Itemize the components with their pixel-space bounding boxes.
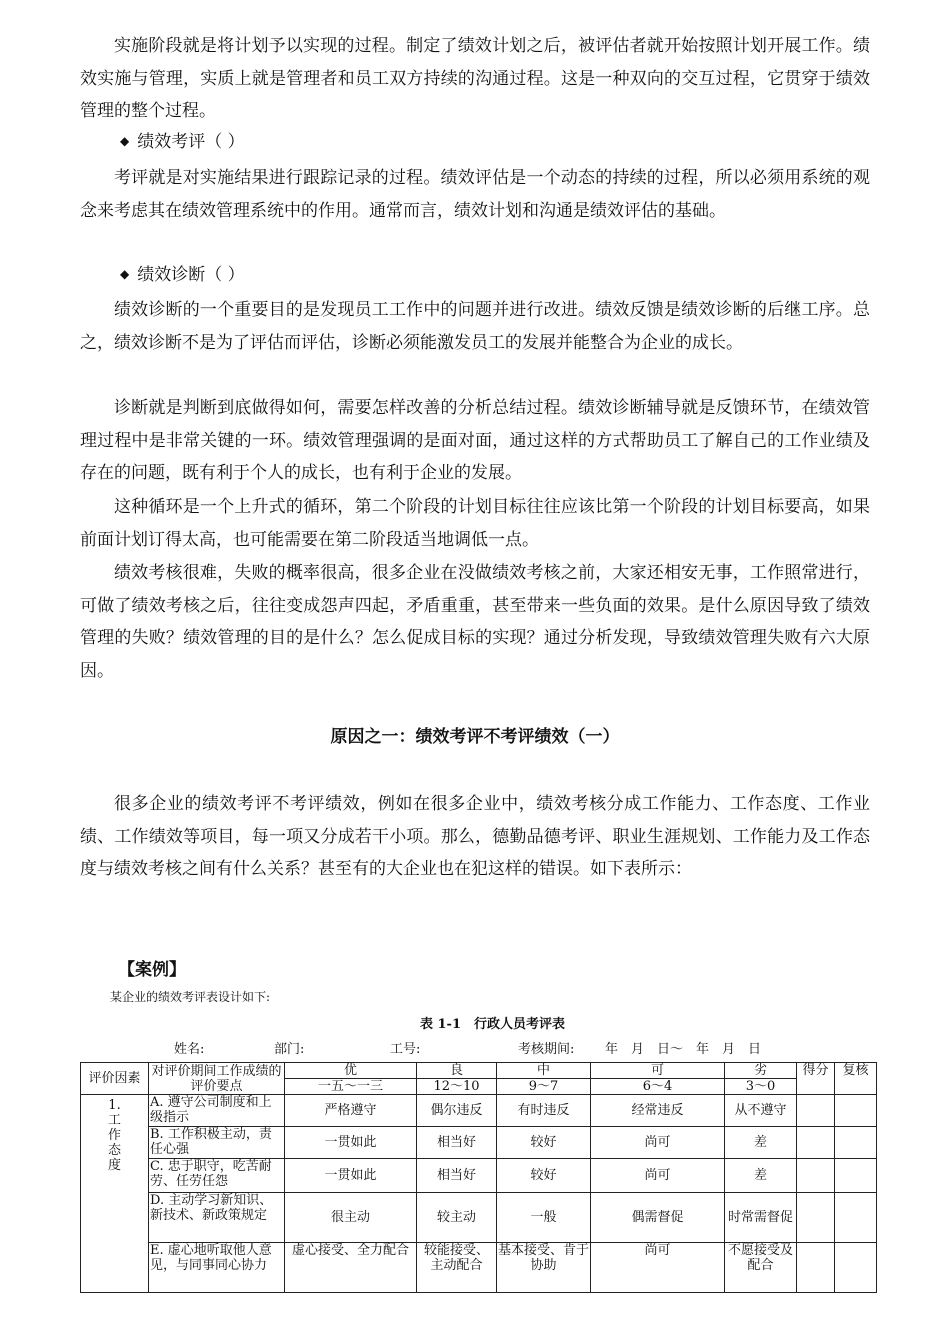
range-good: 12～10: [417, 1079, 497, 1095]
table-row: [81, 1243, 877, 1293]
range-fair: 6～4: [591, 1079, 725, 1095]
meta-period-label: 考核期间:: [518, 1042, 575, 1057]
grade-cell: 较能接受、主动配合: [417, 1243, 497, 1293]
paragraph-evaluation: 考评就是对实施结果进行跟踪记录的过程。绩效评估是一个动态的持续的过程，所以必须用系统的观念来考虑其在绩效管理系统中的作用。通常而言，绩效计划和沟通是绩效评估的基础。: [80, 168, 870, 221]
grade-cell: 差: [725, 1127, 797, 1159]
range-average: 9～7: [497, 1079, 591, 1095]
grade-cell: 一般: [497, 1193, 591, 1243]
grade-cell: 较好: [497, 1127, 591, 1159]
header-points: 对评价期间工作成绩的评价要点: [149, 1063, 285, 1095]
meta-dept-label: 部门:: [274, 1042, 305, 1057]
grade-cell: 相当好: [417, 1127, 497, 1159]
grade-cell: 基本接受、肯于协助: [497, 1243, 591, 1293]
header-grade-poor: 劣: [725, 1063, 797, 1079]
score-cell: [797, 1243, 835, 1293]
diamond-bullet-icon: ◆: [120, 267, 130, 281]
review-cell: [835, 1243, 877, 1293]
paragraph-reason-one: 很多企业的绩效考评不考评绩效，例如在很多企业中，绩效考核分成工作能力、工作态度、工作业绩、工作绩效等项目，每一项又分成若干小项。那么，德勤品德考评、职业生涯规划、工作能力及工作态度与绩效考核之间有什么关系？甚至有的大企业也在犯这样的错误。如下表所示：: [80, 794, 870, 879]
grade-cell: 从不遵守: [725, 1095, 797, 1127]
range-excellent: 一五～一三: [285, 1079, 417, 1095]
score-cell: [797, 1193, 835, 1243]
point-cell: B. 工作积极主动，责任心强: [149, 1127, 285, 1159]
table-row: [81, 1095, 877, 1127]
grade-cell: 一贯如此: [285, 1127, 417, 1159]
case-intro: 某企业的绩效考评表设计如下:: [110, 990, 271, 1004]
point-cell: D. 主动学习新知识、新技术、新政策规定: [149, 1193, 285, 1243]
grade-cell: 差: [725, 1159, 797, 1193]
range-poor: 3～0: [725, 1079, 797, 1095]
point-cell: C. 忠于职守，吃苦耐劳、任劳任怨: [149, 1159, 285, 1193]
grade-cell: 很主动: [285, 1193, 417, 1243]
paragraph-implementation: 实施阶段就是将计划予以实现的过程。制定了绩效计划之后，被评估者就开始按照计划开展工作。绩效实施与管理，实质上就是管理者和员工双方持续的沟通过程。这是一种双向的交互过程，它贯穿于绩效管理的整个过程。: [80, 36, 870, 121]
header-grade-average: 中: [497, 1063, 591, 1079]
grade-cell: 偶尔违反: [417, 1095, 497, 1127]
table-row: [81, 1159, 877, 1193]
diamond-bullet-icon: ◆: [120, 134, 130, 148]
bullet-diagnosis: [120, 259, 245, 292]
grade-cell: 一贯如此: [285, 1159, 417, 1193]
review-cell: [835, 1193, 877, 1243]
paragraph-failure: 绩效考核很难，失败的概率很高，很多企业在没做绩效考核之前，大家还相安无事，工作照常进行，可做了绩效考核之后，往往变成怨声四起，矛盾重重，甚至带来一些负面的效果。是什么原因导致了绩效管理的失败？绩效管理的目的是什么？怎么促成目标的实现？通过分析发现，导致绩效管理失败有六大原因。: [80, 563, 870, 681]
case-label: 【案例】: [118, 960, 186, 980]
evaluation-table: [80, 1062, 877, 1293]
table-row: [81, 1127, 877, 1159]
grade-cell: 偶需督促: [591, 1193, 725, 1243]
grade-cell: 时常需督促: [725, 1193, 797, 1243]
meta-id-label: 工号:: [390, 1042, 421, 1057]
header-score: 得分: [797, 1063, 835, 1095]
grade-cell: 较主动: [417, 1193, 497, 1243]
review-cell: [835, 1159, 877, 1193]
paragraph-cycle: 这种循环是一个上升式的循环，第二个阶段的计划目标往往应该比第一个阶段的计划目标要高，如果前面计划订得太高，也可能需要在第二阶段适当地调低一点。: [80, 497, 870, 550]
header-review: 复核: [835, 1063, 877, 1095]
score-cell: [797, 1159, 835, 1193]
bullet-evaluation: [120, 126, 245, 159]
bullet-evaluation-text: 绩效考评（ ）: [137, 132, 245, 152]
grade-cell: 虚心接受、全力配合: [285, 1243, 417, 1293]
grade-cell: 相当好: [417, 1159, 497, 1193]
grade-cell: 不愿接受及配合: [725, 1243, 797, 1293]
header-grade-fair: 可: [591, 1063, 725, 1079]
grade-cell: 有时违反: [497, 1095, 591, 1127]
header-factor: 评价因素: [81, 1063, 149, 1095]
meta-name-label: 姓名:: [174, 1042, 205, 1057]
grade-cell: 尚可: [591, 1127, 725, 1159]
paragraph-diagnosis-purpose: 绩效诊断的一个重要目的是发现员工工作中的问题并进行改进。绩效反馈是绩效诊断的后继工序。总之，绩效诊断不是为了评估而评估，诊断必须能激发员工的发展并能整合为企业的成长。: [80, 300, 870, 353]
grade-cell: 尚可: [591, 1243, 725, 1293]
grade-cell: 较好: [497, 1159, 591, 1193]
table-header-row: [81, 1063, 877, 1079]
grade-cell: 尚可: [591, 1159, 725, 1193]
grade-cell: 严格遵守: [285, 1095, 417, 1127]
grade-cell: 经常违反: [591, 1095, 725, 1127]
meta-date-range: 年 月 日～ 年 月 日: [605, 1042, 762, 1057]
score-cell: [797, 1095, 835, 1127]
review-cell: [835, 1095, 877, 1127]
header-grade-good: 良: [417, 1063, 497, 1079]
point-cell: E. 虚心地听取他人意见，与同事同心协力: [149, 1243, 285, 1293]
section-heading: 原因之一：绩效考评不考评绩效（一）: [330, 727, 620, 747]
point-cell: A. 遵守公司制度和上级指示: [149, 1095, 285, 1127]
category-work-attitude: 1. 工 作 态 度: [81, 1095, 149, 1293]
paragraph-diagnosis-process: 诊断就是判断到底做得如何，需要怎样改善的分析总结过程。绩效诊断辅导就是反馈环节，在绩效管理过程中是非常关键的一环。绩效管理强调的是面对面，通过这样的方式帮助员工了解自己的工作业绩及存在的问题，既有利于个人的成长，也有利于企业的发展。: [80, 398, 870, 483]
header-grade-excellent: 优: [285, 1063, 417, 1079]
review-cell: [835, 1127, 877, 1159]
score-cell: [797, 1127, 835, 1159]
table-row: [81, 1193, 877, 1243]
bullet-diagnosis-text: 绩效诊断（ ）: [137, 265, 245, 285]
table-caption: 表 1-1 行政人员考评表: [419, 1017, 565, 1032]
